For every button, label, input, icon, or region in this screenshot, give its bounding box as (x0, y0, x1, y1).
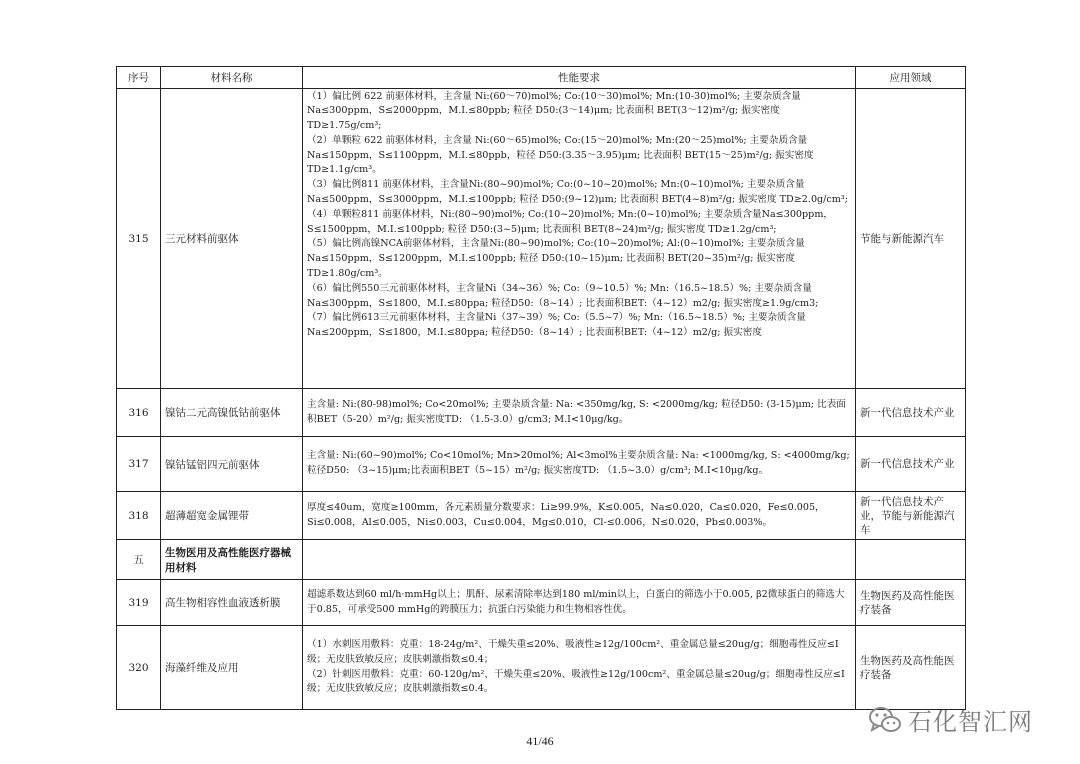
requirement-paragraph: 主含量: Ni:(60~90)mol%; Co<10mol%; Mn>20mol%; Al<3mol%主要杂质含量: Na: <1000mg/kg, S: <4000mg/kg; 粒径D50: （3~15)μm;比表面积BET（5~15）m²/g; 振实密度TD: （1.5~3.0）g/cm³; M.I<10μg/kg。 (307, 450, 850, 476)
table-row (117, 437, 966, 492)
application-field: 生物医药及高性能医疗装备 (856, 626, 966, 710)
wechat-icon (868, 705, 902, 735)
header-field: 应用领域 (856, 67, 966, 89)
material-name: 高生物相容性血液透析膜 (161, 580, 303, 626)
table-row (117, 580, 966, 626)
material-name: 镍钴锰铝四元前驱体 (161, 437, 303, 492)
requirement-paragraph: （6）偏比例550三元前驱体材料，主含量Ni（34~36）%; Co:（9~10.5）%; Mn:（16.5~18.5）%; 主要杂质含量Na≤300ppm，S≤1800，M.I.≤80ppa; 粒径D50:（8~14）; 比表面积BET:（4~12）m2/g; 振实密度≥1.9g/cm3; (307, 282, 819, 309)
header-no: 序号 (117, 67, 161, 89)
material-name: 三元材料前驱体 (161, 89, 303, 389)
table-header-row (117, 67, 966, 89)
performance-requirement (303, 580, 856, 626)
requirement-paragraph: 主含量: Ni:(80-98)mol%; Co<20mol%; 主要杂质含量: Na: <350mg/kg, S: <2000mg/kg; 粒径D50: (3-15)μm; 比表面积BET（5-20）m²/g; 振实密度TD: （1.5-3.0）g/cm3; M.I<10μg/kg。 (307, 398, 846, 425)
row-number: 319 (117, 580, 161, 626)
row-number: 317 (117, 437, 161, 492)
requirement-paragraph: （2）单颗粒 622 前驱体材料，主含量 Ni:(60～65)mol%; Co:(15～20)mol%; Mn:(20～25)mol%; 主要杂质含量 Na≤150ppm，S≤1100ppm，M.I.≤80ppb，粒径 D50:(3.35～3.95)μm; 比表面积 BET(15～25)m²/g; 振实密度 TD≥1.1g/cm³。 (307, 134, 814, 176)
performance-requirement (303, 89, 856, 389)
requirement-paragraph: （2）针刺医用敷料：克重：60-120g/m²、干燥失重≤20%、吸液性≥12g/100cm²、重金属总量≤20ug/g；细胞毒性反应≤Ⅰ级；无皮肤致敏反应；皮肤刺激指数≤0.4。 (307, 668, 845, 695)
header-name: 材料名称 (161, 67, 303, 89)
requirement-paragraph: 厚度≤40um，宽度≥100mm，各元素质量分数要求：Li≥99.9%，K≤0.005，Na≤0.020，Ca≤0.020，Fe≤0.005，Si≤0.008，Al≤0.005，Ni≤0.003，Cu≤0.004，Mg≤0.010，Cl-≤0.006，N≤0.020，Pb≤0.003%。 (307, 501, 825, 528)
row-number: 315 (117, 89, 161, 389)
header-perf: 性能要求 (303, 67, 856, 89)
row-number: 318 (117, 492, 161, 540)
application-field: 新一代信息技术产业 (856, 437, 966, 492)
performance-requirement (303, 492, 856, 540)
material-name: 生物医用及高性能医疗器械用材料 (161, 540, 303, 580)
watermark-text: 石化智汇网 (908, 708, 1033, 736)
material-name: 海藻纤维及应用 (161, 626, 303, 710)
application-field: 生物医药及高性能医疗装备 (856, 580, 966, 626)
table-row (117, 492, 966, 540)
requirement-paragraph: （4）单颗粒811 前驱体材料，Ni:(80~90)mol%; Co:(10~20)mol%; Mn:(0~10)mol%; 主要杂质含量Na≤300ppm，S≤1500ppm，M.I.≤100ppb; 粒径 D50:(3~5)μm; 比表面积 BET(8~24)m²/g; 振实密度 TD≥1.2g/cm³; (307, 208, 834, 235)
row-number: 316 (117, 389, 161, 437)
requirement-paragraph: （7）偏比例613三元前驱体材料，主含量Ni（37~39）%; Co:（5.5~7）%; Mn:（16.5~18.5）%; 主要杂质含量Na≤200ppm，S≤1800，M.I.≤80ppa; 粒径D50:（8~14）; 比表面积BET:（4~12）m2/g; 振实密度 (307, 312, 806, 339)
materials-table (116, 66, 966, 710)
row-number: 320 (117, 626, 161, 710)
page-number: 41/46 (526, 734, 554, 748)
requirement-paragraph: （5）偏比例高镍NCA前驱体材料，主含量Ni:(80~90)mol%; Co:(10~20)mol%; Al:(0~10)mol%; 主要杂质含量Na≤150ppm，S≤1200ppm，M.I.≤100ppb; 粒径 D50:(10~15)μm; 比表面积 BET(20~35)m²/g; 振实密度 TD≥1.80g/cm³。 (307, 238, 805, 280)
performance-requirement (303, 626, 856, 710)
requirement-paragraph: （1）偏比例 622 前驱体材料，主含量 Ni:(60～70)mol%; Co:(10～30)mol%; Mn:(10-30)mol%; 主要杂质含量Na≤300ppm，S≤2000ppm，M.I.≤80ppb; 粒径 D50:(3～14)μm; 比表面积 BET(3～12)m²/g; 振实密度 TD≥1.75g/cm³; (307, 90, 801, 132)
table-row (117, 389, 966, 437)
material-name: 镍钴二元高镍低钴前驱体 (161, 389, 303, 437)
requirement-paragraph: 超滤系数达到60 ml/h·mmHg以上；肌酐、尿素清除率达到180 ml/min以上，白蛋白的筛选小于0.005, β2微球蛋白的筛选大于0.85，可承受500 mmHg的跨膜压力；抗蛋白污染能力和生物相容性优。 (307, 588, 845, 615)
performance-requirement (303, 437, 856, 492)
row-number: 五 (117, 540, 161, 580)
application-field: 节能与新能源汽车 (856, 89, 966, 389)
table-row (117, 626, 966, 710)
watermark (868, 702, 1033, 737)
table-row (117, 89, 966, 389)
performance-requirement (303, 540, 856, 580)
section-row (117, 540, 966, 580)
material-name: 超薄超宽金属锂带 (161, 492, 303, 540)
application-field (856, 540, 966, 580)
application-field: 新一代信息技术产业，节能与新能源汽车 (856, 492, 966, 540)
performance-requirement (303, 389, 856, 437)
requirement-paragraph: （1）水刺医用敷料：克重：18-24g/m²、干燥失重≤20%、吸液性≥12g/100cm²、重金属总量≤20ug/g；细胞毒性反应≤Ⅰ级；无皮肤致敏反应；皮肤刺激指数≤0.4； (307, 638, 839, 665)
application-field: 新一代信息技术产业 (856, 389, 966, 437)
requirement-paragraph: （3）偏比例811 前驱体材料，主含量Ni:(80~90)mol%; Co:(0~10~20)mol%; Mn:(0~10)mol%; 主要杂质含量Na≤500ppm，S≤3000ppm，M.I.≤100ppb; 粒径 D50:(9~12)μm; 比表面积 BET(4~8)m²/g; 振实密度 TD≥2.0g/cm³; (307, 179, 848, 206)
